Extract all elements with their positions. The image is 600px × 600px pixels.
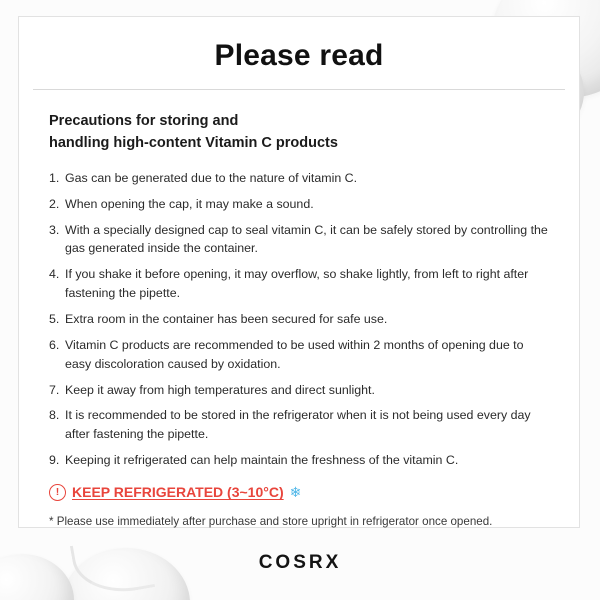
list-item <box>49 336 549 374</box>
keep-refrigerated-warning <box>49 484 549 501</box>
list-item-text: When opening the cap, it may make a sound. <box>65 196 314 211</box>
list-item <box>49 381 549 400</box>
brand-logo: COSRX <box>258 552 342 573</box>
precautions-list <box>49 169 549 470</box>
list-item-text: With a specially designed cap to seal vitamin C, it can be safely stored by controlling the gas generated inside the container. <box>65 222 548 256</box>
list-item <box>49 195 549 214</box>
list-item-text: Keep it away from high temperatures and direct sunlight. <box>65 382 375 397</box>
list-item-number: 1. <box>49 170 60 185</box>
subtitle-line-2: handling high-content Vitamin C products <box>49 135 338 152</box>
list-item-text: Gas can be generated due to the nature of vitamin C. <box>65 170 358 185</box>
list-item <box>49 310 549 329</box>
list-item <box>49 221 549 259</box>
list-item-text: Vitamin C products are recommended to be used within 2 months of opening due to easy discoloration caused by oxidation. <box>65 337 524 371</box>
list-item-number: 4. <box>49 267 60 282</box>
list-item-number: 2. <box>49 196 60 211</box>
list-item-number: 3. <box>49 222 60 237</box>
keep-refrigerated-text: KEEP REFRIGERATED (3~10°C) <box>72 484 284 501</box>
list-item-text: Extra room in the container has been secured for safe use. <box>65 312 388 326</box>
list-item-number: 6. <box>49 337 60 352</box>
list-item-text: It is recommended to be stored in the refrigerator when it is not being used every day after fastening the pipette. <box>65 408 531 442</box>
subtitle-line-1: Precautions for storing and <box>49 113 239 129</box>
list-item-number: 5. <box>49 312 60 326</box>
list-item-text: If you shake it before opening, it may overflow, so shake lightly, from left to right after fastening the pipette. <box>65 267 529 301</box>
footnote: * Please use immediately after purchase and store upright in refrigerator once opened. <box>49 514 493 528</box>
list-item-number: 8. <box>49 408 60 423</box>
list-item <box>49 265 549 303</box>
subtitle <box>49 110 549 155</box>
notice-card <box>18 16 580 528</box>
exclamation-icon: ! <box>49 484 66 501</box>
page-title: Please read <box>214 39 384 72</box>
notice-body <box>19 90 579 530</box>
list-item-number: 9. <box>49 453 60 468</box>
list-item <box>49 451 549 470</box>
list-item-number: 7. <box>49 382 60 397</box>
snowflake-icon: ❄ <box>289 483 302 500</box>
list-item <box>49 169 549 188</box>
list-item-text: Keeping it refrigerated can help maintain the freshness of the vitamin C. <box>65 453 459 468</box>
list-item <box>49 406 549 444</box>
